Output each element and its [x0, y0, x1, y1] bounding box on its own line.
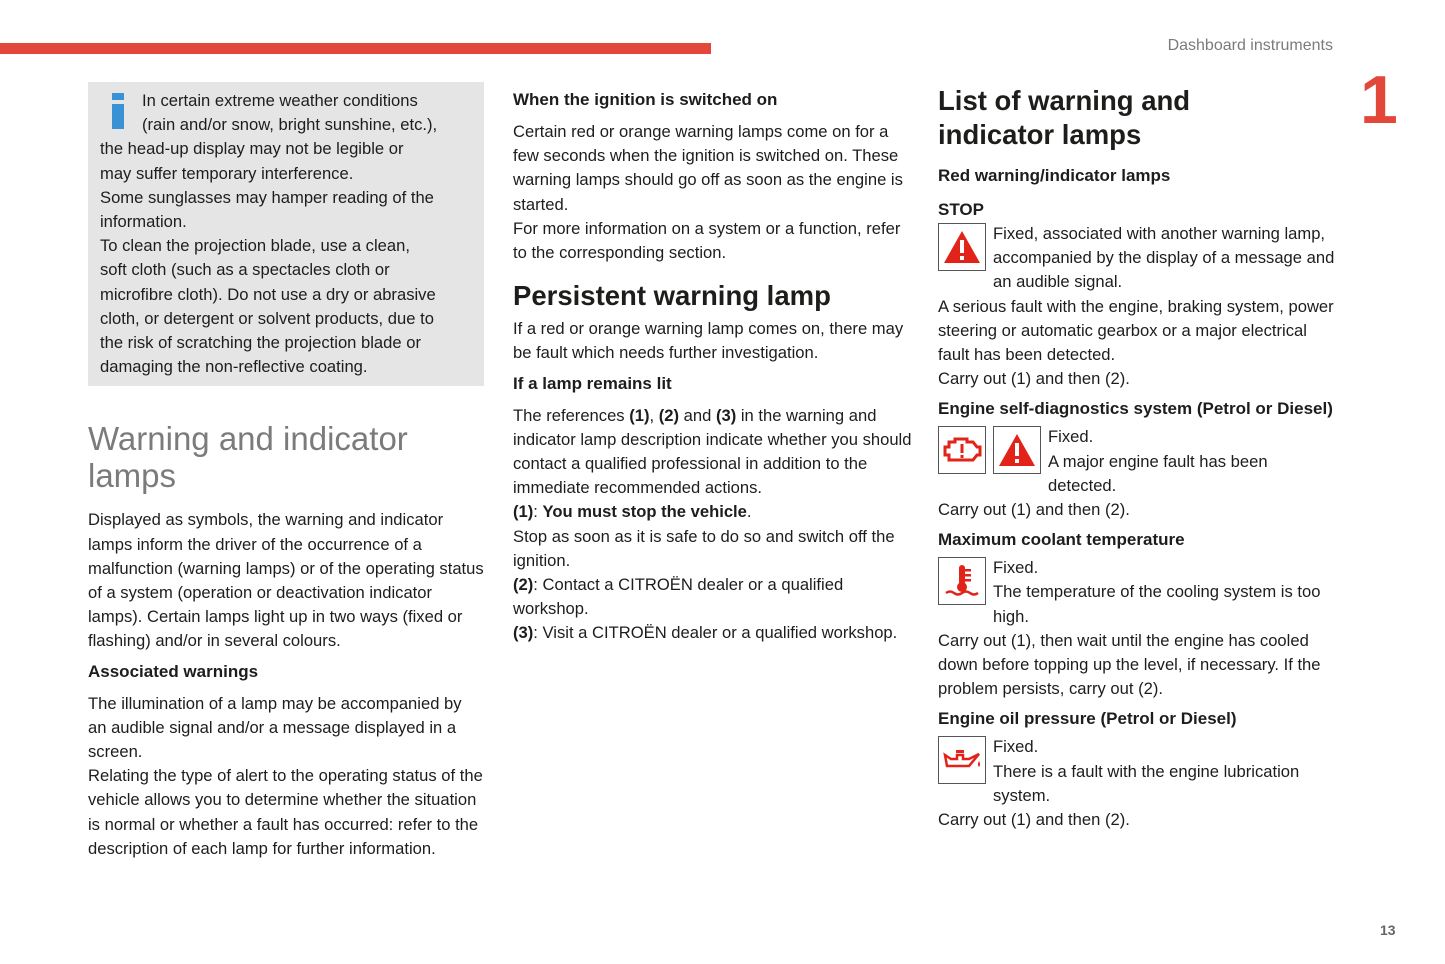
- red-lamps-heading: Red warning/indicator lamps: [938, 166, 1171, 185]
- title-line: indicator lamps: [938, 119, 1142, 150]
- engine-entry: [938, 425, 1338, 498]
- ignition-paragraph-2: For more information on a system or a function, refer to the corresponding section.: [513, 218, 901, 263]
- info-icon: [108, 93, 134, 129]
- associated-paragraph-2: Relating the type of alert to the operating status of the vehicle allows you to determine whether the situation is normal or whether a fault has occurred: refer to the description of each lamp for further information.: [88, 766, 483, 858]
- engine-text-2: A major engine fault has been detected.: [1048, 451, 1268, 495]
- title-line: lamps: [88, 457, 177, 495]
- stop-heading: STOP: [938, 200, 984, 219]
- action-item-2: (2): Contact a CITROËN dealer or a qualified workshop.: [513, 575, 844, 619]
- stop-entry: [938, 222, 1338, 295]
- oil-entry: [938, 735, 1338, 808]
- info-line: the risk of scratching the projection blade or: [100, 333, 421, 353]
- warning-triangle-icon: [938, 223, 986, 271]
- coolant-text-1: Fixed.: [993, 558, 1039, 578]
- ignition-heading: When the ignition is switched on: [513, 90, 778, 109]
- column-left: [88, 82, 484, 861]
- info-line: cloth, or detergent or solvent products, due to: [100, 308, 434, 328]
- list-title: [938, 84, 1338, 152]
- coolant-entry: [938, 556, 1338, 629]
- coolant-heading: Maximum coolant temperature: [938, 530, 1185, 550]
- oil-pressure-heading: Engine oil pressure (Petrol or Diesel): [938, 709, 1237, 729]
- coolant-text-2: The temperature of the cooling system is too high.: [993, 582, 1321, 626]
- action-item-1-detail: Stop as soon as it is safe to do so and switch off the ignition.: [513, 526, 895, 570]
- column-middle: [513, 88, 913, 646]
- warning-lamps-title: [88, 420, 484, 494]
- header-accent-bar: [0, 43, 711, 54]
- remains-lit-heading: If a lamp remains lit: [513, 373, 672, 393]
- title-line: Warning and indicator: [88, 420, 408, 458]
- stop-text-2: A serious fault with the engine, braking system, power steering or automatic gearbox or a major electrical fault has been detected.: [938, 296, 1334, 365]
- associated-warnings-heading: Associated warnings: [88, 661, 259, 681]
- info-line: (rain and/or snow, bright sunshine, etc.),: [142, 115, 438, 135]
- info-line: Some sunglasses may hamper reading of the: [100, 187, 434, 207]
- column-right: [938, 84, 1338, 832]
- engine-warning-icon: [938, 426, 986, 474]
- warning-triangle-icon: [993, 426, 1041, 474]
- associated-paragraph-1: The illumination of a lamp may be accompanied by an audible signal and/or a message displayed in a screen.: [88, 693, 462, 762]
- stop-text-1: Fixed, associated with another warning lamp, accompanied by the display of a message and an audible signal.: [993, 224, 1335, 292]
- persistent-title: Persistent warning lamp: [513, 280, 831, 312]
- action-item-1: (1): You must stop the vehicle.: [513, 502, 752, 522]
- info-line: In certain extreme weather conditions: [142, 91, 418, 110]
- chapter-number: 1: [1360, 62, 1398, 138]
- page-number: 13: [1380, 922, 1396, 938]
- info-line: information.: [100, 212, 187, 232]
- action-item-3: (3): Visit a CITROËN dealer or a qualified workshop.: [513, 623, 898, 643]
- engine-text-3: Carry out (1) and then (2).: [938, 500, 1130, 520]
- info-line: damaging the non-reflective coating.: [100, 357, 368, 377]
- engine-text-1: Fixed.: [1048, 427, 1094, 447]
- oil-text-2: There is a fault with the engine lubrication system.: [993, 761, 1300, 805]
- info-line: soft cloth (such as a spectacles cloth or: [100, 260, 390, 280]
- info-line: To clean the projection blade, use a clean,: [100, 236, 410, 256]
- stop-text-3: Carry out (1) and then (2).: [938, 369, 1130, 389]
- oil-pressure-icon: [938, 736, 986, 784]
- references-paragraph: The references (1), (2) and (3) in the warning and indicator lamp description indicate whether you should contact a qualified professional in addition to the immediate recommended actions.: [513, 405, 912, 498]
- title-line: List of warning and: [938, 85, 1191, 116]
- info-line: microfibre cloth). Do not use a dry or abrasive: [100, 284, 436, 304]
- engine-diagnostics-heading: Engine self-diagnostics system (Petrol or Diesel): [938, 399, 1333, 419]
- info-box: [88, 82, 484, 386]
- info-line: may suffer temporary interference.: [100, 163, 354, 183]
- oil-text-1: Fixed.: [993, 737, 1039, 757]
- coolant-text-3: Carry out (1), then wait until the engine has cooled down before topping up the level, if necessary. If the problem persists, carry out (2).: [938, 630, 1321, 699]
- section-title: Dashboard instruments: [1167, 37, 1333, 54]
- persistent-paragraph: If a red or orange warning lamp comes on, there may be fault which needs further investigation.: [513, 319, 904, 363]
- coolant-temperature-icon: [938, 557, 986, 605]
- oil-text-3: Carry out (1) and then (2).: [938, 810, 1130, 830]
- ignition-paragraph-1: Certain red or orange warning lamps come on for a few seconds when the ignition is switched on. These warning lamps should go off as soon as the engine is started.: [513, 122, 903, 214]
- info-line: the head-up display may not be legible or: [100, 139, 404, 159]
- intro-paragraph: Displayed as symbols, the warning and indicator lamps inform the driver of the occurrence of a malfunction (warning lamps) or of the operating status of a system (operation or deactivation indicator lamps). Certain lamps light up in two ways (fixed or flashing) and/or in several colours.: [88, 510, 484, 651]
